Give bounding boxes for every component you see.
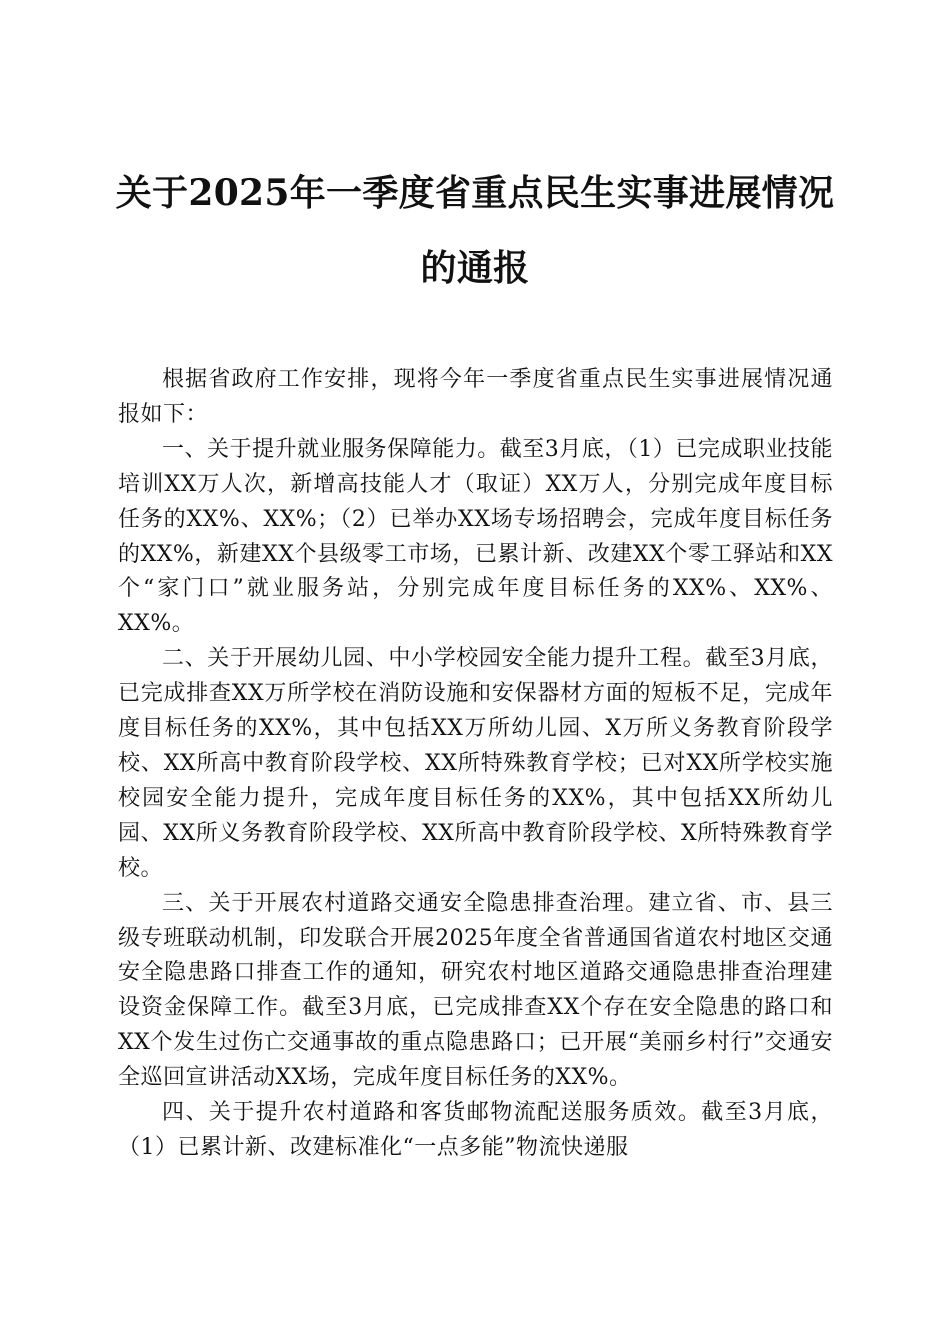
paragraph-employment: 一、关于提升就业服务保障能力。截至3月底，（1）已完成职业技能培训XX万人次，新增高技能人才（取证）XX万人，分别完成年度目标任务的XX%、XX%；（2）已举办XX场专场招聘会，完成年度目标任务的XX%，新建XX个县级零工市场，已累计新、改建XX个零工驿站和XX个“家门口”就业服务站，分别完成年度目标任务的XX%、XX%、XX%。 <box>118 436 833 637</box>
document-title <box>100 168 850 318</box>
document-body <box>118 363 833 1166</box>
title-line-2: 的通报 <box>420 247 530 289</box>
paragraph-school-safety: 二、关于开展幼儿园、中小学校园安全能力提升工程。截至3月底，已完成排查XX万所学校在消防设施和安保器材方面的短板不足，完成年度目标任务的XX%，其中包括XX万所幼儿园、X万所义务教育阶段学校、XX所高中教育阶段学校、XX所特殊教育学校；已对XX所学校实施校园安全能力提升，完成年度目标任务的XX%，其中包括XX所幼儿园、XX所义务教育阶段学校、XX所高中教育阶段学校、X所特殊教育学校。 <box>118 646 833 881</box>
title-line-1: 关于2025年一季度省重点民生实事进展情况 <box>115 172 835 214</box>
paragraph-road-safety: 三、关于开展农村道路交通安全隐患排查治理。建立省、市、县三级专班联动机制，印发联合开展2025年度全省普通国省道农村地区交通安全隐患路口排查工作的通知，研究农村地区道路交通隐患排查治理建设资金保障工作。截至3月底，已完成排查XX个存在安全隐患的路口和XX个发生过伤亡交通事故的重点隐患路口；已开展“美丽乡村行”交通安全巡回宣讲活动XX场，完成年度目标任务的XX%。 <box>118 890 833 1091</box>
paragraph-logistics: 四、关于提升农村道路和客货邮物流配送服务质效。截至3月底，（1）已累计新、改建标准化“一点多能”物流快递服 <box>118 1100 833 1160</box>
paragraph-intro: 根据省政府工作安排，现将今年一季度省重点民生实事进展情况通报如下： <box>118 367 833 427</box>
